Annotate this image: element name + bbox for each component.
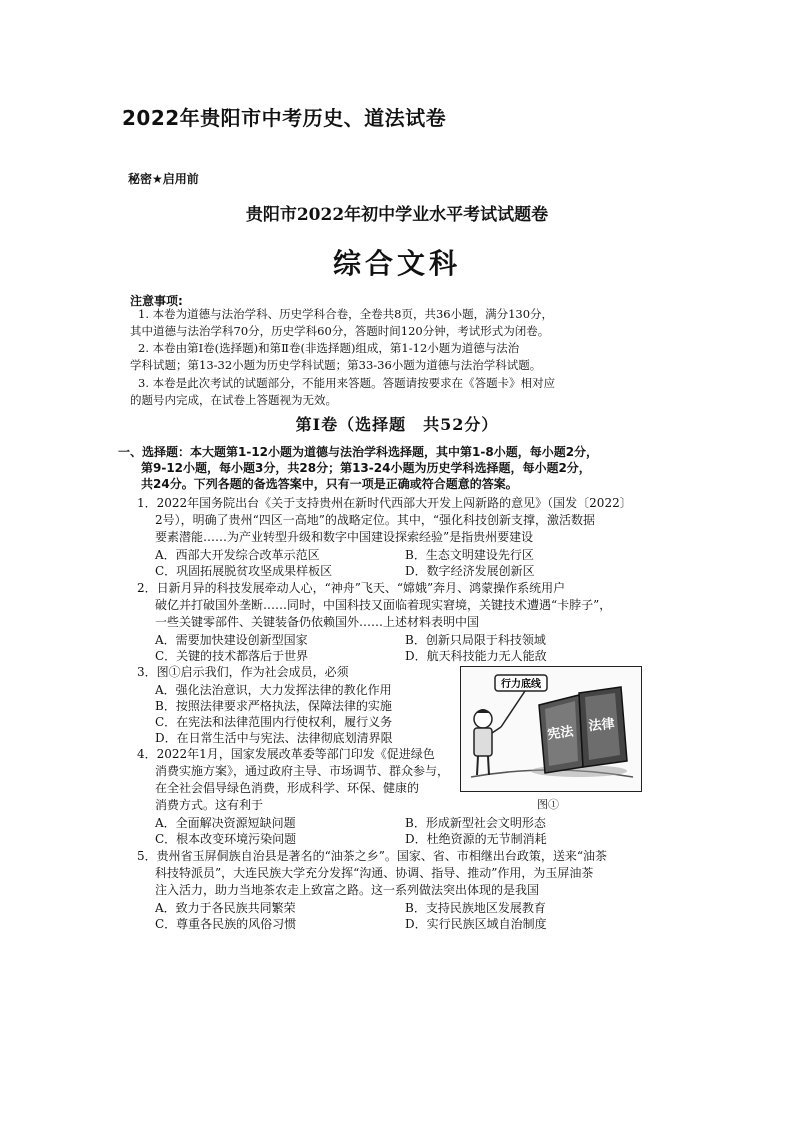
question-option: D．在日常生活中与宪法、法律彻底划清界限 bbox=[155, 731, 393, 745]
notes-line: 其中道德与法治学科70分，历史学科60分，答题时间120分钟，考试形式为闭卷。 bbox=[130, 324, 550, 338]
question-stem: 3．图①启示我们，作为社会成员，必须 bbox=[137, 665, 349, 679]
question-option: D．杜绝资源的无节制消耗 bbox=[405, 832, 547, 846]
sign-label: 行力底线 bbox=[501, 679, 541, 690]
figure-caption: 图① bbox=[537, 798, 559, 811]
question-option: D．实行民族区域自治制度 bbox=[405, 917, 547, 931]
question-option: A．致力于各民族共同繁荣 bbox=[155, 901, 296, 915]
question-stem: 5．贵州省玉屏侗族自治县是著名的“油茶之乡”。国家、省、市相继出台政策，送来“油茶 bbox=[137, 849, 608, 863]
question-option: D．数字经济发展创新区 bbox=[405, 564, 535, 578]
exam-title: 贵阳市2022年初中学业水平考试试题卷 bbox=[245, 205, 549, 225]
question-stem: 注入活力，助力当地茶农走上致富之路。这一系列做法突出体现的是我国 bbox=[155, 883, 540, 897]
question-option: A．西部大开发综合改革示范区 bbox=[155, 548, 320, 562]
notes-line: 学科试题；第13-32小题为历史学科试题；第33-36小题为道德与法治学科试题。 bbox=[130, 358, 542, 372]
question-option: D．航天科技能力无人能敌 bbox=[405, 649, 547, 663]
notes-line: 的题号内完成，在试卷上答题视为无效。 bbox=[130, 393, 337, 407]
section-intro-line: 共24分。下列各题的备选答案中，只有一项是正确或符合题意的答案。 bbox=[141, 477, 518, 491]
question-stem: 一些关键零部件、关键装备仍依赖国外……上述材料表明中国 bbox=[155, 615, 480, 629]
question-stem: 2号），明确了贵州“四区一高地”的战略定位。其中，“强化科技创新支撑，激活数据 bbox=[155, 513, 596, 527]
question-option: B．按照法律要求严格执法，保障法律的实施 bbox=[155, 699, 392, 713]
question-option: A．全面解决资源短缺问题 bbox=[155, 816, 296, 830]
book-right-label: 法律 bbox=[587, 716, 616, 735]
question-option: B．形成新型社会文明形态 bbox=[405, 816, 546, 830]
notes-line: 1. 本卷为道德与法治学科、历史学科合卷，全卷共8页，共36小题，满分130分， bbox=[138, 307, 554, 321]
question-option: C．巩固拓展脱贫攻坚成果样板区 bbox=[155, 564, 333, 578]
question-option: B．支持民族地区发展教育 bbox=[405, 901, 546, 915]
notes-line: 3. 本卷是此次考试的试题部分，不能用来答题。答题请按要求在《答题卡》相对应 bbox=[138, 376, 556, 390]
question-option: A．需要加快建设创新型国家 bbox=[155, 633, 308, 647]
subject-title: 综合文科 bbox=[332, 247, 461, 280]
question-stem: 在全社会倡导绿色消费，形成科学、环保、健康的 bbox=[155, 781, 420, 795]
question-stem: 消费方式。这有利于 bbox=[155, 798, 264, 812]
question-option: C．尊重各民族的风俗习惯 bbox=[155, 917, 297, 931]
book-left-label: 宪法 bbox=[546, 724, 575, 743]
question-option: B．创新只局限于科技领域 bbox=[405, 633, 546, 647]
question-option: B．生态文明建设先行区 bbox=[405, 548, 534, 562]
cartoon-illustration bbox=[461, 667, 641, 791]
secret-label: 秘密★启用前 bbox=[128, 172, 199, 186]
question-option: C．根本改变环境污染问题 bbox=[155, 832, 297, 846]
section-intro-line: 一、选择题：本大题第1-12小题为道德与法治学科选择题，其中第1-8小题，每小题2分， bbox=[118, 445, 599, 459]
section-intro-line: 第9-12小题，每小题3分，共28分；第13-24小题为历史学科选择题，每小题2分， bbox=[141, 461, 591, 475]
question-option: C．关键的技术都落后于世界 bbox=[155, 649, 309, 663]
question-option: C．在宪法和法律范围内行使权利，履行义务 bbox=[155, 715, 393, 729]
question-stem: 4．2022年1月，国家发展改革委等部门印发《促进绿色 bbox=[137, 747, 435, 761]
question-stem: 1．2022年国务院出台《关于支持贵州在新时代西部大开发上闯新路的意见》（国发〔2022〕 bbox=[137, 496, 632, 510]
notes-line: 2. 本卷由第Ⅰ卷(选择题)和第Ⅱ卷(非选择题)组成，第1-12小题为道德与法治 bbox=[138, 341, 520, 355]
question-stem: 消费实施方案》，通过政府主导、市场调节、群众参与， bbox=[155, 764, 450, 778]
section-title: 第Ⅰ卷（选择题 共52分） bbox=[295, 415, 499, 434]
question-stem: 2．日新月异的科技发展牵动人心，“神舟”飞天、“嫦娥”奔月、鸿蒙操作系统用户 bbox=[137, 581, 566, 595]
notes-heading: 注意事项: bbox=[130, 294, 183, 308]
question-stem: 科技特派员”，大连民族大学充分发挥“沟通、协调、指导、推动”作用，为玉屏油茶 bbox=[155, 866, 594, 880]
question-stem: 要素潜能……为产业转型升级和数字中国建设探索经验”是指贵州要建设 bbox=[155, 530, 534, 544]
question-option: A．强化法治意识，大力发挥法律的教化作用 bbox=[155, 683, 392, 697]
question-stem: 破亿并打破国外垄断……同时，中国科技又面临着现实窘境，关键技术遭遇“卡脖子”， bbox=[155, 598, 612, 612]
figure-cartoon bbox=[460, 666, 642, 792]
page-title: 2022年贵阳市中考历史、道法试卷 bbox=[122, 106, 447, 130]
